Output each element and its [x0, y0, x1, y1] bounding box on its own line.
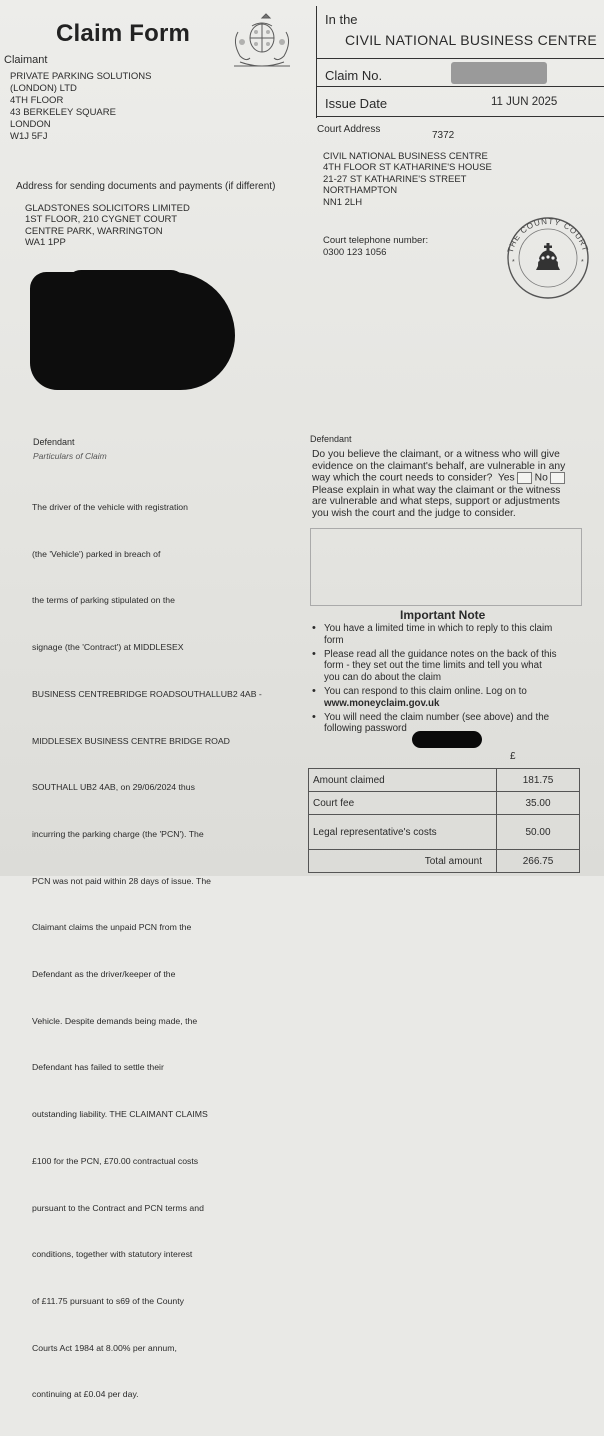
claim-text-line: SOUTHALL UB2 4AB, on 29/06/2024 thus — [32, 782, 195, 793]
total-row — [309, 850, 580, 873]
claimant-line: (LONDON) LTD — [10, 83, 77, 94]
claim-no-label: Claim No. — [325, 68, 383, 83]
total-value: 266.75 — [497, 850, 580, 873]
claimant-heading: Claimant — [4, 54, 48, 66]
amount-row — [309, 769, 580, 792]
claimant-address — [10, 71, 210, 143]
amount-value: 35.00 — [497, 792, 580, 815]
claim-text-line: incurring the parking charge (the 'PCN'). The — [32, 828, 204, 839]
claim-text-line: (the 'Vehicle') parked in breach of — [32, 548, 161, 559]
claim-text-line: £100 for the PCN, £70.00 contractual costs — [32, 1155, 199, 1166]
particulars-heading: Particulars of Claim — [33, 451, 107, 461]
claim-text-line: Vehicle. Despite demands being made, the — [32, 1015, 198, 1026]
redaction-claim-number — [451, 62, 547, 84]
vulnerability-question-line: Do you believe the claimant, or a witness who will give — [312, 449, 560, 460]
claimant-line: LONDON — [10, 119, 51, 130]
claimant-line: PRIVATE PARKING SOLUTIONS — [10, 71, 152, 82]
no-checkbox[interactable] — [550, 472, 565, 484]
claim-text-line: conditions, together with statutory interest — [32, 1249, 193, 1260]
claimant-line: W1J 5FJ — [10, 131, 48, 142]
claim-text-line: the terms of parking stipulated on the — [32, 595, 175, 606]
court-address-line: NORTHAMPTON — [323, 185, 398, 197]
yes-label: Yes — [497, 472, 515, 484]
court-telephone-label: Court telephone number: — [323, 235, 429, 246]
vulnerability-explanation-box[interactable] — [310, 528, 582, 606]
claim-text-line: of £11.75 pursuant to s69 of the County — [32, 1295, 184, 1306]
claim-text-line: outstanding liability. THE CLAIMANT CLAIMS — [32, 1109, 208, 1120]
claim-text-line: MIDDLESEX BUSINESS CENTRE BRIDGE ROAD — [32, 735, 230, 746]
form-title: Claim Form — [56, 20, 191, 47]
important-note-item — [312, 623, 600, 647]
redaction-defendant-address — [30, 272, 235, 390]
svg-text:*: * — [512, 259, 515, 266]
claim-text-line: Claimant claims the unpaid PCN from the — [32, 922, 192, 933]
redaction-password — [412, 731, 482, 748]
court-code: 7372 — [432, 130, 455, 141]
send-address — [25, 203, 190, 249]
claim-text-line: Courts Act 1984 at 8.00% per annum, — [32, 1342, 177, 1353]
vulnerability-question-row — [312, 472, 596, 484]
claim-text-line: Defendant has failed to settle their — [32, 1062, 164, 1073]
court-details-box — [316, 6, 604, 118]
note-line: • You can respond to this claim online. Log on to — [324, 685, 527, 697]
currency-symbol: £ — [510, 751, 516, 762]
vulnerability-question-line: evidence on the claimant's behalf, are vulnerable in any — [312, 460, 566, 472]
court-address-line: 4TH FLOOR ST KATHARINE'S HOUSE — [323, 162, 492, 174]
send-address-label: Address for sending documents and payments (if different) — [16, 181, 276, 192]
claim-text-line: The driver of the vehicle with registration — [32, 502, 188, 512]
court-address-line: 21-27 ST KATHARINE'S STREET — [323, 173, 467, 185]
send-address-line: WA1 1PP — [25, 237, 66, 249]
court-telephone — [323, 235, 428, 259]
particulars-of-claim — [32, 466, 302, 1436]
county-court-seal-icon — [498, 208, 598, 300]
claim-text-line: continuing at £0.04 per day. — [32, 1389, 139, 1400]
moneyclaim-link[interactable]: www.moneyclaim.gov.uk — [324, 697, 440, 709]
amount-row — [309, 792, 580, 815]
svg-text:*: * — [581, 259, 584, 266]
claim-text-line: pursuant to the Contract and PCN terms and — [32, 1202, 204, 1213]
amounts-table — [308, 768, 580, 873]
seal-text: THE COUNTY COURT — [505, 216, 591, 254]
vulnerability-question-line: way which the court needs to consider? — [312, 472, 493, 484]
no-label: No — [534, 472, 548, 484]
amount-label: Amount claimed — [309, 769, 497, 792]
amount-row — [309, 815, 580, 850]
send-address-line: GLADSTONES SOLICITORS LIMITED — [25, 203, 190, 214]
court-name: CIVIL NATIONAL BUSINESS CENTRE — [345, 32, 597, 48]
issue-date-value: 11 JUN 2025 — [491, 96, 558, 108]
total-label: Total amount — [309, 850, 497, 873]
note-line: following password — [324, 723, 407, 735]
court-address-line: NN1 2LH — [323, 196, 363, 208]
court-telephone-number: 0300 123 1056 — [323, 247, 387, 258]
claim-text-line: signage (the 'Contract') at MIDDLESEX — [32, 642, 184, 653]
issue-date-label: Issue Date — [325, 96, 388, 111]
court-address-line: CIVIL NATIONAL BUSINESS CENTRE — [323, 151, 488, 162]
important-note-heading: Important Note — [400, 608, 486, 622]
claim-text-line: BUSINESS CENTREBRIDGE ROADSOUTHALLUB2 4AB - — [32, 688, 262, 699]
important-note-list — [312, 623, 600, 737]
note-line: • Please read all the guidance notes on the back of this — [324, 648, 557, 660]
explain-line: you wish the court and the judge to consider. — [312, 507, 516, 519]
note-line: form — [324, 634, 344, 646]
send-address-line: CENTRE PARK, WARRINGTON — [25, 225, 163, 237]
court-address-label: Court Address — [317, 124, 381, 135]
claimant-line: 43 BERKELEY SQUARE — [10, 107, 116, 118]
explain-line: Please explain in what way the claimant or the witness — [312, 484, 561, 496]
in-the-label: In the — [325, 12, 358, 27]
amount-label: Legal representative's costs — [309, 815, 497, 850]
claim-text-line: PCN was not paid within 28 days of issue. The — [32, 875, 211, 886]
claimant-line: 4TH FLOOR — [10, 95, 64, 106]
vulnerability-question — [312, 449, 596, 519]
explain-line: are vulnerable and what steps, support or adjustments — [312, 496, 560, 508]
claim-text-line: Defendant as the driver/keeper of the — [32, 969, 176, 980]
defendant-label: Defendant — [33, 437, 75, 447]
amount-value: 181.75 — [497, 769, 580, 792]
amount-value: 50.00 — [497, 815, 580, 850]
defendant-section-label: Defendant — [310, 434, 352, 444]
important-note-item — [312, 649, 600, 684]
royal-coat-of-arms-icon — [226, 12, 298, 70]
note-line: • You have a limited time in which to reply to this claim — [324, 623, 553, 634]
note-line: form - they set out the time limits and tell you what — [324, 660, 542, 672]
send-address-line: 1ST FLOOR, 210 CYGNET COURT — [25, 214, 178, 226]
yes-checkbox[interactable] — [517, 472, 532, 484]
note-line: you can do about the claim — [324, 672, 442, 684]
note-line: • You will need the claim number (see above) and the — [324, 711, 550, 723]
important-note-item — [312, 686, 600, 710]
amount-label: Court fee — [309, 792, 497, 815]
court-address — [323, 151, 492, 208]
